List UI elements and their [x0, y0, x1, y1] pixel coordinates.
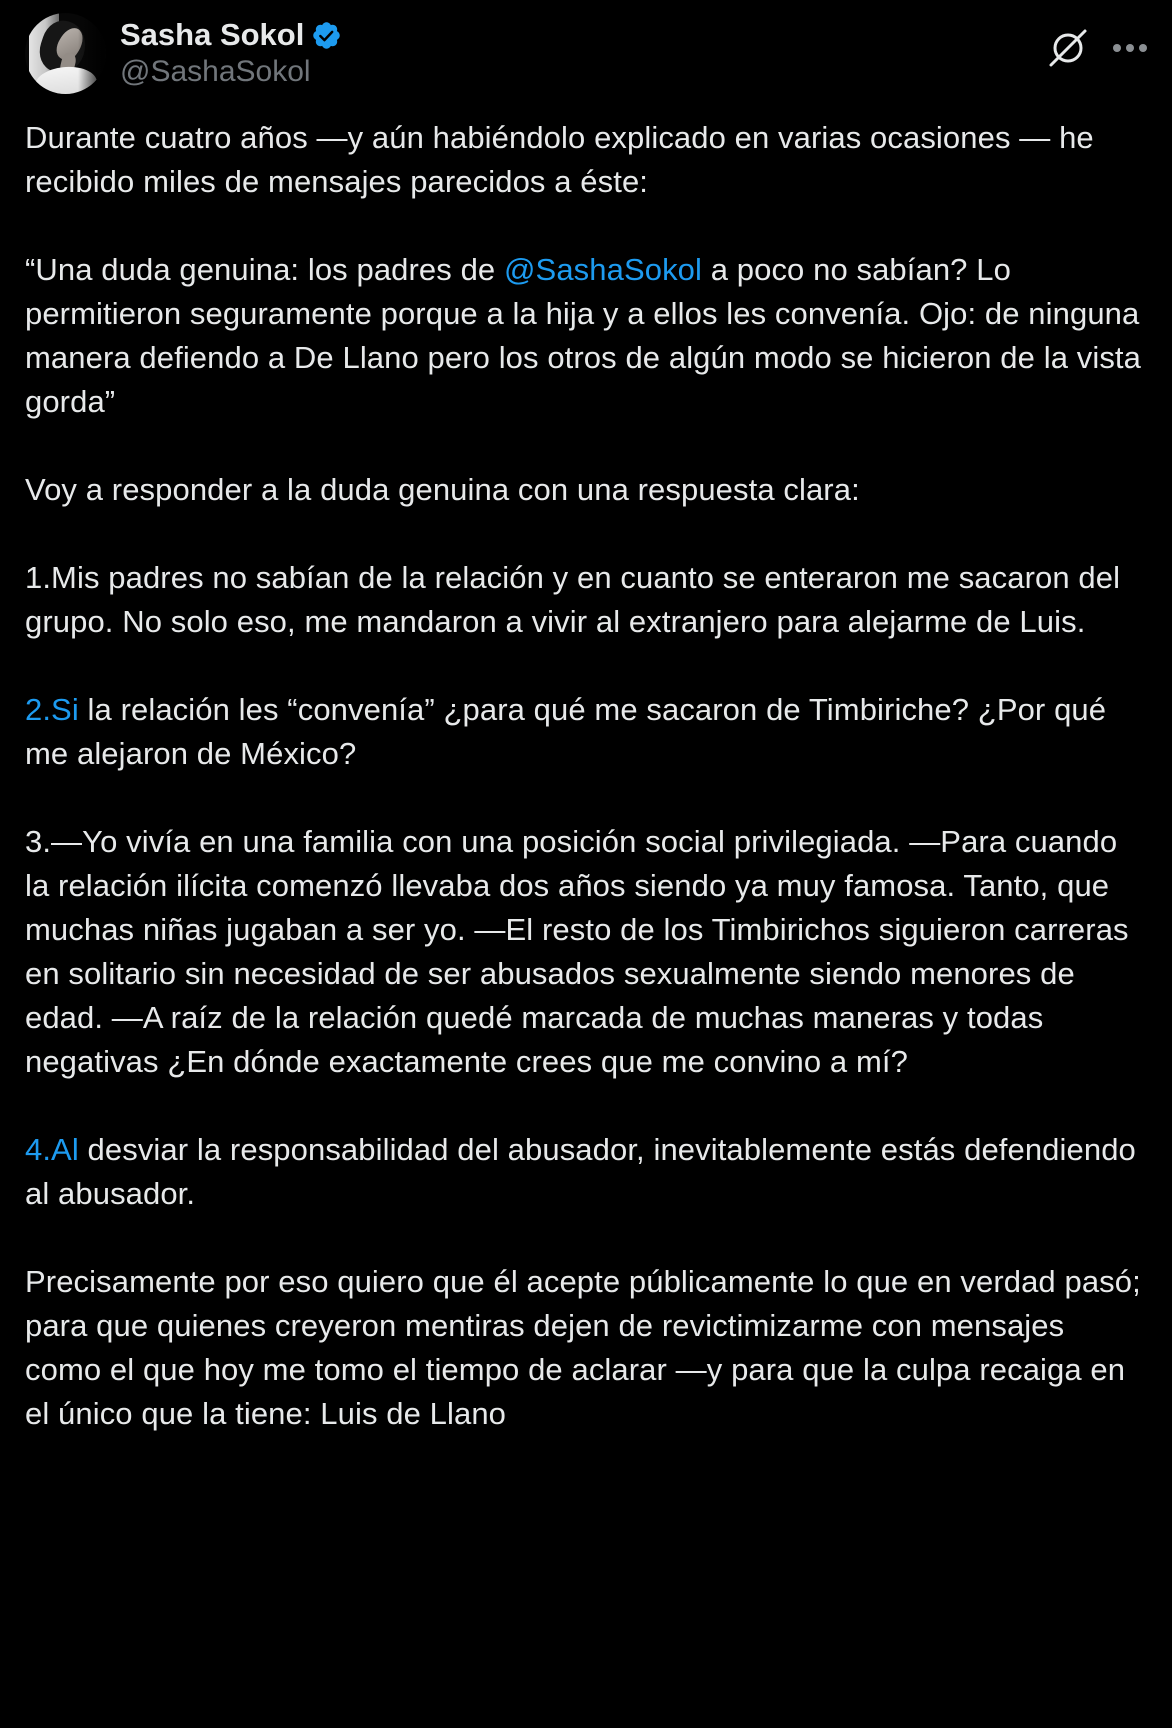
text-segment: Precisamente por eso quiero que él acepte públicamente lo que en verdad pasó; para que quienes creyeron mentiras dejen de revictimizarme con mensajes como el que hoy me tomo el tiempo de aclarar —y para que la culpa recaiga en el único que la tiene: Luis de Llano: [25, 1264, 1141, 1431]
tweet-header: [25, 13, 1147, 94]
mention-link[interactable]: 2.Si: [25, 692, 79, 727]
text-segment: 3.—Yo vivía en una familia con una posición social privilegiada. —Para cuando la relación ilícita comenzó llevaba dos años siendo ya muy famosa. Tanto, que muchas niñas jugaban a ser yo. —El resto de los Timbirichos siguieron carreras en solitario sin necesidad de ser abusados sexualmente siendo menores de edad. —A raíz de la relación quedé marcada de muchas maneras y todas negativas ¿En dónde exactamente crees que me convino a mí?: [25, 824, 1129, 1079]
text-segment: desviar la responsabilidad del abusador, inevitablemente estás defendiendo al abusador.: [25, 1132, 1136, 1211]
mention-link[interactable]: 4.Al: [25, 1132, 79, 1167]
display-name[interactable]: Sasha Sokol: [120, 17, 305, 52]
text-segment: Durante cuatro años —y aún habiéndolo explicado en varias ocasiones — he recibido miles de mensajes parecidos a éste:: [25, 120, 1094, 199]
tweet-paragraph: [25, 556, 1147, 644]
tweet-paragraph: [25, 1260, 1147, 1436]
text-segment: a poco no sabían? Lo permitieron seguramente porque a la hija y a ellos les convenía. Ojo: de ninguna manera defiendo a De Llano pero los otros de algún modo se hicieron de la vista gorda”: [25, 252, 1141, 419]
header-actions: [1045, 13, 1147, 71]
text-segment: 1.Mis padres no sabían de la relación y en cuanto se enteraron me sacaron del grupo. No solo eso, me mandaron a vivir al extranjero para alejarme de Luis.: [25, 560, 1121, 639]
grok-icon[interactable]: [1045, 25, 1091, 71]
tweet-paragraph: [25, 468, 1147, 512]
user-info: [120, 13, 342, 90]
mention-link[interactable]: @SashaSokol: [503, 252, 702, 287]
user-handle[interactable]: @SashaSokol: [120, 55, 311, 88]
tweet-paragraph: [25, 248, 1147, 424]
tweet-paragraph: [25, 688, 1147, 776]
tweet-paragraph: [25, 116, 1147, 204]
tweet-text: [25, 116, 1147, 1436]
tweet-paragraph: [25, 1128, 1147, 1216]
avatar-shadow: [78, 13, 106, 94]
text-segment: la relación les “convenía” ¿para qué me sacaron de Timbiriche? ¿Por qué me alejaron de México?: [25, 692, 1107, 771]
more-icon[interactable]: [1113, 44, 1147, 52]
avatar[interactable]: [25, 13, 106, 94]
tweet-paragraph: [25, 820, 1147, 1084]
text-segment: Voy a responder a la duda genuina con una respuesta clara:: [25, 472, 860, 507]
text-segment: “Una duda genuina: los padres de: [25, 252, 504, 287]
verified-badge-icon: [311, 20, 342, 51]
